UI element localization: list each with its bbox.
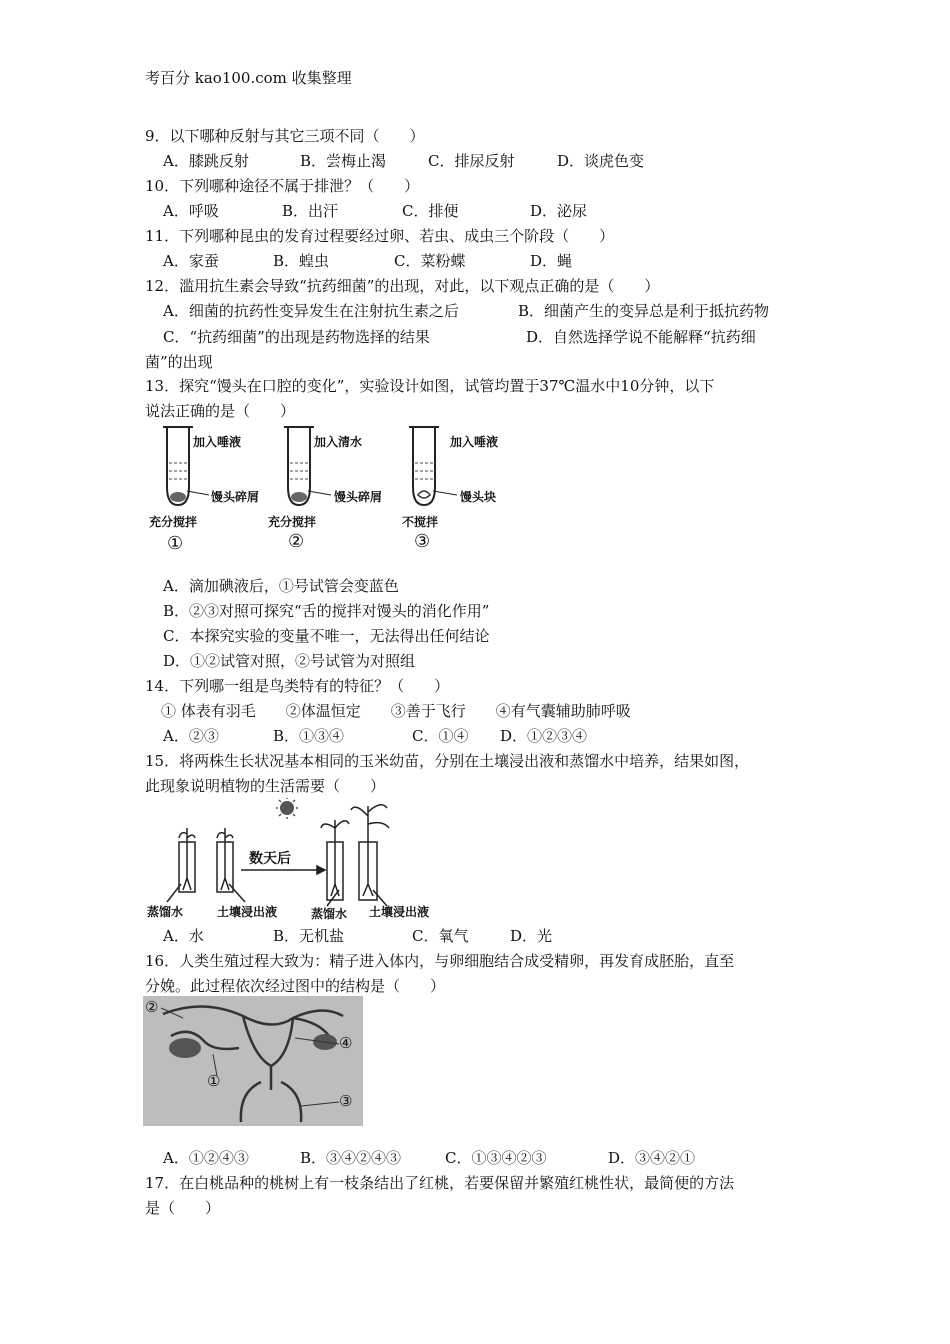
- options: [0, 1148, 950, 1168]
- option-b: B．无机盐: [273, 927, 345, 945]
- option-d-continued: 菌”的出现: [145, 353, 213, 371]
- jar-1: [167, 828, 195, 902]
- tube-3-number: ③: [414, 531, 431, 552]
- question-stem: 13．探究“馒头在口腔的变化”，实验设计如图，试管均置于37℃温水中10分钟，以下: [145, 377, 715, 395]
- option-b: B．③④②④③: [300, 1149, 402, 1167]
- option-c: C．排尿反射: [428, 152, 515, 170]
- option-b: B．①③④: [273, 727, 345, 745]
- option-c: C．①④: [412, 727, 469, 745]
- tube-2-side-label: 馒头碎屑: [334, 490, 383, 504]
- option-b: B．出汗: [282, 202, 339, 220]
- page-header: 考百分 kao100.com 收集整理: [145, 69, 352, 87]
- question-stem: 11．下列哪种昆虫的发育过程要经过卵、若虫、成虫三个阶段（ ）: [145, 227, 615, 245]
- option-d: D．泌尿: [530, 202, 588, 220]
- option-c: C．菜粉蝶: [394, 252, 466, 270]
- option-d: D．①②试管对照，②号试管为对照组: [163, 652, 416, 670]
- option-c: C．本探究实验的变量不唯一，无法得出任何结论: [163, 627, 490, 645]
- structure-label-3: ③: [339, 1092, 353, 1110]
- options: [0, 151, 950, 171]
- options: [0, 251, 950, 271]
- sun-icon: [276, 798, 298, 819]
- question-stem: 分娩。此过程依次经过图中的结构是（ ）: [145, 977, 446, 995]
- tube-1-bottom-label: 充分搅拌: [149, 515, 198, 529]
- option-d: D．蝇: [530, 252, 573, 270]
- question-stem: 说法正确的是（ ）: [145, 402, 296, 420]
- option-a: A．呼吸: [163, 202, 219, 220]
- label-soil-extract-2: 土壤浸出液: [369, 905, 430, 919]
- option-a: A．滴加碘液后，①号试管会变蓝色: [163, 577, 399, 595]
- structure-label-1: ①: [207, 1072, 221, 1090]
- option-b: B．②③对照可探究“舌的搅拌对馒头的消化作用”: [163, 602, 490, 620]
- label-soil-extract-1: 土壤浸出液: [217, 905, 278, 919]
- structure-label-2: ②: [145, 998, 159, 1016]
- question-stem: 15．将两株生长状况基本相同的玉米幼苗，分别在土壤浸出液和蒸馏水中培养，结果如图，: [145, 752, 750, 770]
- seedling-figure: [145, 798, 445, 920]
- option-d: D．自然选择学说不能解释“抗药细: [526, 328, 756, 346]
- option-a: A．①②④③: [163, 1149, 249, 1167]
- question-stem: 9．以下哪种反射与其它三项不同（ ）: [145, 127, 425, 145]
- tube-2-number: ②: [288, 531, 305, 552]
- option-b: B．蝗虫: [273, 252, 330, 270]
- tube-3-bottom-label: 不搅拌: [402, 515, 439, 529]
- question-stem: 是（ ）: [145, 1199, 221, 1217]
- option-c: C．“抗药细菌”的出现是药物选择的结果: [163, 328, 430, 346]
- question-stem: 16．人类生殖过程大致为：精子进入体内，与卵细胞结合成受精卵，再发育成胚胎，直至: [145, 952, 735, 970]
- question-stem: 17．在白桃品种的桃树上有一枝条结出了红桃，若要保留并繁殖红桃性状，最简便的方法: [145, 1174, 735, 1192]
- option-d: D．谈虎色变: [557, 152, 645, 170]
- tube-3-side-label: 馒头块: [460, 490, 497, 504]
- options: [0, 301, 950, 321]
- options: [0, 726, 950, 746]
- option-d: D．①②③④: [500, 727, 588, 745]
- arrow-text: 数天后: [249, 851, 291, 867]
- option-c: C．①③④②③: [445, 1149, 547, 1167]
- jar-2: [217, 828, 245, 902]
- label-distilled-water-2: 蒸馏水: [311, 907, 348, 921]
- option-c: C．氧气: [412, 927, 469, 945]
- seedlings-drawing: [145, 798, 445, 920]
- feature-list: ① 体表有羽毛 ②体温恒定 ③善于飞行 ④有气囊辅助肺呼吸: [161, 702, 631, 720]
- label-distilled-water-1: 蒸馏水: [147, 905, 184, 919]
- option-a: A．家蚕: [163, 252, 219, 270]
- option-a: A．膝跳反射: [163, 152, 249, 170]
- options: [0, 201, 950, 221]
- question-stem: 14．下列哪一组是鸟类特有的特征？（ ）: [145, 677, 450, 695]
- structure-label-4: ④: [339, 1034, 353, 1052]
- option-b: B．尝梅止渴: [300, 152, 387, 170]
- option-a: A．水: [163, 927, 204, 945]
- tube-1-side-label: 馒头碎屑: [211, 490, 260, 504]
- option-b: B．细菌产生的变异总是利于抵抗药物: [518, 302, 770, 320]
- tube-1-number: ①: [167, 533, 184, 554]
- reproductive-system-figure: [143, 996, 363, 1126]
- tube-2-top-label: 加入清水: [314, 435, 363, 449]
- option-c: C．排便: [402, 202, 459, 220]
- question-stem: 12．滥用抗生素会导致“抗药细菌”的出现，对此，以下观点正确的是（ ）: [145, 277, 660, 295]
- reproductive-system-drawing: [143, 996, 363, 1126]
- question-stem: 10．下列哪种途径不属于排泄？（ ）: [145, 177, 420, 195]
- jar-3: [321, 820, 349, 906]
- jar-4: [351, 805, 389, 906]
- option-d: D．光: [510, 927, 553, 945]
- test-tube-figure: [145, 425, 525, 560]
- option-d: D．③④②①: [608, 1149, 696, 1167]
- option-a: A．②③: [163, 727, 219, 745]
- question-stem: 此现象说明植物的生活需要（ ）: [145, 777, 386, 795]
- tube-3-top-label: 加入唾液: [450, 435, 499, 449]
- tube-1-top-label: 加入唾液: [193, 435, 242, 449]
- options: [0, 327, 950, 347]
- options: [0, 926, 950, 946]
- tube-2-bottom-label: 充分搅拌: [268, 515, 317, 529]
- option-a: A．细菌的抗药性变异发生在注射抗生素之后: [163, 302, 459, 320]
